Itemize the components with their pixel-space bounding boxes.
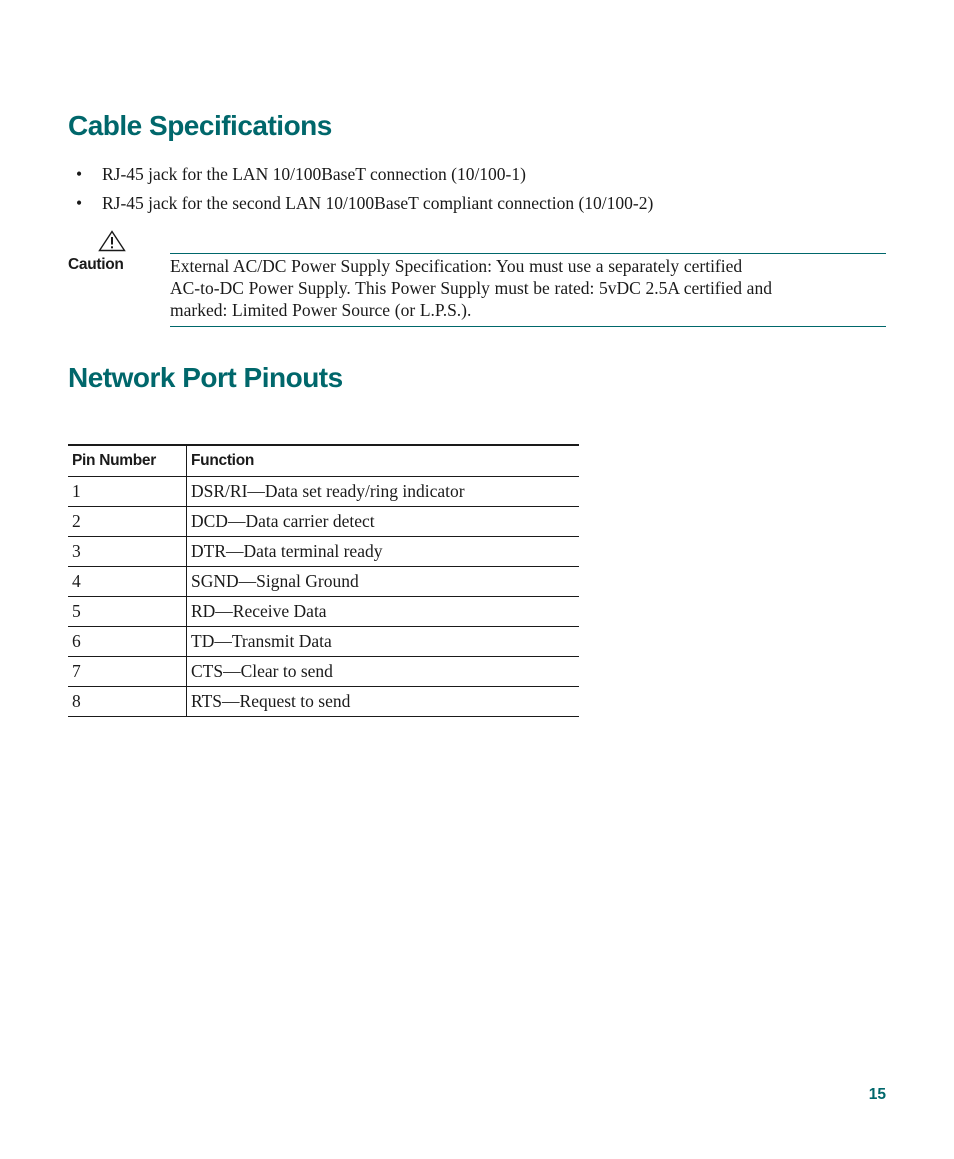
table-row bbox=[68, 627, 579, 657]
list-item bbox=[76, 191, 653, 220]
warning-triangle-icon bbox=[98, 230, 126, 252]
table-row bbox=[68, 657, 579, 687]
table-row bbox=[68, 507, 579, 537]
pin-number-cell: 3 bbox=[68, 537, 187, 567]
cable-bullet-list bbox=[76, 162, 653, 220]
bullet-text: RJ-45 jack for the LAN 10/100BaseT connection (10/100-1) bbox=[102, 164, 526, 184]
function-cell: RD—Receive Data bbox=[187, 597, 580, 627]
function-cell: TD—Transmit Data bbox=[187, 627, 580, 657]
pin-number-cell: 7 bbox=[68, 657, 187, 687]
table-row bbox=[68, 687, 579, 717]
function-cell: RTS—Request to send bbox=[187, 687, 580, 717]
function-cell: DSR/RI—Data set ready/ring indicator bbox=[187, 477, 580, 507]
network-port-pinouts-heading: Network Port Pinouts bbox=[68, 362, 343, 393]
table-row bbox=[68, 597, 579, 627]
list-item bbox=[76, 162, 653, 191]
function-cell: SGND—Signal Ground bbox=[187, 567, 580, 597]
caution-text bbox=[170, 255, 886, 321]
caution-line: marked: Limited Power Source (or L.P.S.). bbox=[170, 300, 472, 320]
table-row bbox=[68, 477, 579, 507]
table-header-row bbox=[68, 445, 579, 477]
pin-number-cell: 8 bbox=[68, 687, 187, 717]
table-row bbox=[68, 537, 579, 567]
page-number: 15 bbox=[868, 1086, 886, 1103]
bullet-text: RJ-45 jack for the second LAN 10/100BaseT compliant connection (10/100-2) bbox=[102, 193, 654, 213]
header-pin-number: Pin Number bbox=[68, 445, 187, 477]
pin-number-cell: 6 bbox=[68, 627, 187, 657]
cable-specifications-heading: Cable Specifications bbox=[68, 110, 332, 141]
caution-top-rule bbox=[170, 253, 886, 254]
pinout-table bbox=[68, 444, 579, 717]
pin-number-cell: 4 bbox=[68, 567, 187, 597]
header-function: Function bbox=[187, 445, 580, 477]
function-cell: DCD—Data carrier detect bbox=[187, 507, 580, 537]
bullet-icon: • bbox=[76, 193, 83, 213]
pin-number-cell: 1 bbox=[68, 477, 187, 507]
function-cell: DTR—Data terminal ready bbox=[187, 537, 580, 567]
caution-line: AC-to-DC Power Supply. This Power Supply must be rated: 5vDC 2.5A certified and bbox=[170, 278, 772, 298]
caution-line: External AC/DC Power Supply Specification: You must use a separately certified bbox=[170, 256, 743, 276]
pin-number-cell: 5 bbox=[68, 597, 187, 627]
bullet-icon: • bbox=[76, 164, 83, 184]
pin-number-cell: 2 bbox=[68, 507, 187, 537]
caution-bottom-rule bbox=[170, 326, 886, 327]
table-row bbox=[68, 567, 579, 597]
function-cell: CTS—Clear to send bbox=[187, 657, 580, 687]
caution-label: Caution bbox=[68, 256, 124, 273]
